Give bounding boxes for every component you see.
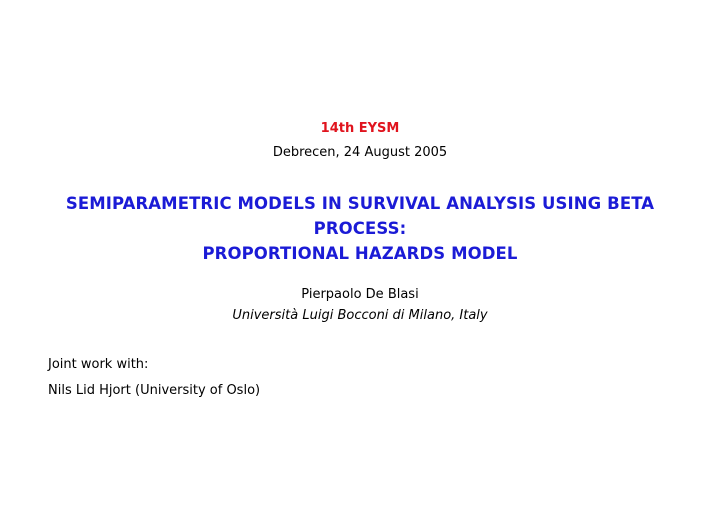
conference-name: 14th EYSM (320, 121, 400, 136)
joint-work-label: Joint work with: (48, 357, 149, 372)
title-line-3: PROPORTIONAL HAZARDS MODEL (202, 244, 518, 263)
title-line-2: PROCESS: (313, 219, 407, 238)
title-line-1: SEMIPARAMETRIC MODELS IN SURVIVAL ANALYSIS USING BETA (65, 194, 655, 213)
conference-venue-date: Debrecen, 24 August 2005 (272, 145, 448, 160)
author-name: Pierpaolo De Blasi (301, 287, 419, 302)
coauthor-name: Nils Lid Hjort (University of Oslo) (48, 383, 261, 398)
author-affiliation: Università Luigi Bocconi di Milano, Italy (232, 308, 488, 323)
